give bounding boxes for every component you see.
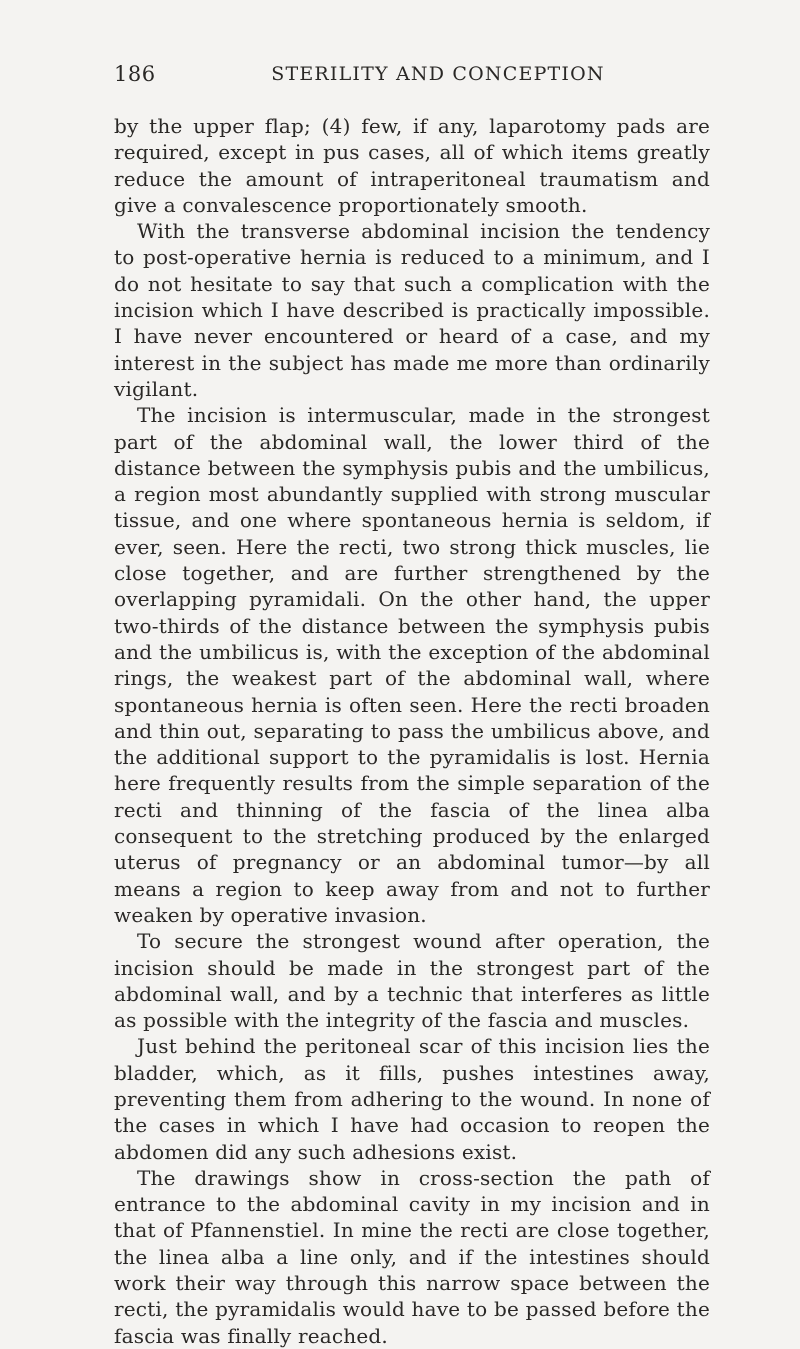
- page-header: [114, 62, 706, 92]
- running-head: STERILITY AND CONCEPTION: [271, 63, 605, 85]
- paragraph-intermuscular-incision: The incision is intermuscular, made in the strongest part of the abdominal wall, the lower third of the distance between the symphysis pubis and the umbilicus, a region most abundantly supplied with strong muscular tissue, and one where spontaneous hernia is seldom, if ever, seen. Here the recti, two strong thick muscles, lie close together, and are further strengthened by the overlapping pyramidali. On the other hand, the upper two-thirds of the distance between the symphysis pubis and the umbilicus is, with the exception of the abdominal rings, the weakest part of the abdominal wall, where spontaneous hernia is often seen. Here the recti broaden and thin out, separating to pass the umbilicus above, and the additional support to the pyramidalis is lost. Hernia here frequently results from the simple separation of the recti and thinning of the fascia of the linea alba consequent to the stretching produced by the enlarged uterus of pregnancy or an abdominal tumor—by all means a region to keep away from and not to further weaken by operative invasion.: [114, 403, 710, 927]
- paragraph-bladder: Just behind the peritoneal scar of this incision lies the bladder, which, as it fills, pushes intestines away, preventing them from adhering to the wound. In none of the cases in which I have had occasion to reopen the abdomen did any such adhesions exist.: [114, 1034, 710, 1164]
- body-text: [114, 113, 710, 1349]
- paragraph-continuation: by the upper flap; (4) few, if any, laparotomy pads are required, except in pus cases, all of which items greatly reduce the amount of intraperitoneal traumatism and give a convalescence proportionately smooth.: [114, 114, 710, 217]
- paragraph-strongest-wound: To secure the strongest wound after operation, the incision should be made in the strongest part of the abdominal wall, and by a technic that interferes as little as possible with the integrity of the fascia and muscles.: [114, 929, 710, 1033]
- paragraph-hernia: With the transverse abdominal incision the tendency to post-operative hernia is reduced to a minimum, and I do not hesitate to say that such a complication with the incision which I have described is practically impossible. I have never encountered or heard of a case, and my interest in the subject has made me more than ordinarily vigilant.: [114, 219, 710, 401]
- paragraph-drawings: The drawings show in cross-section the path of entrance to the abdominal cavity in my incision and in that of Pfannenstiel. In mine the recti are close together, the linea alba a line only, and if the intestines should work their way through this narrow space between the recti, the pyramidalis would have to be passed before the fascia was finally reached.: [114, 1165, 710, 1348]
- page-number: 186: [114, 62, 156, 86]
